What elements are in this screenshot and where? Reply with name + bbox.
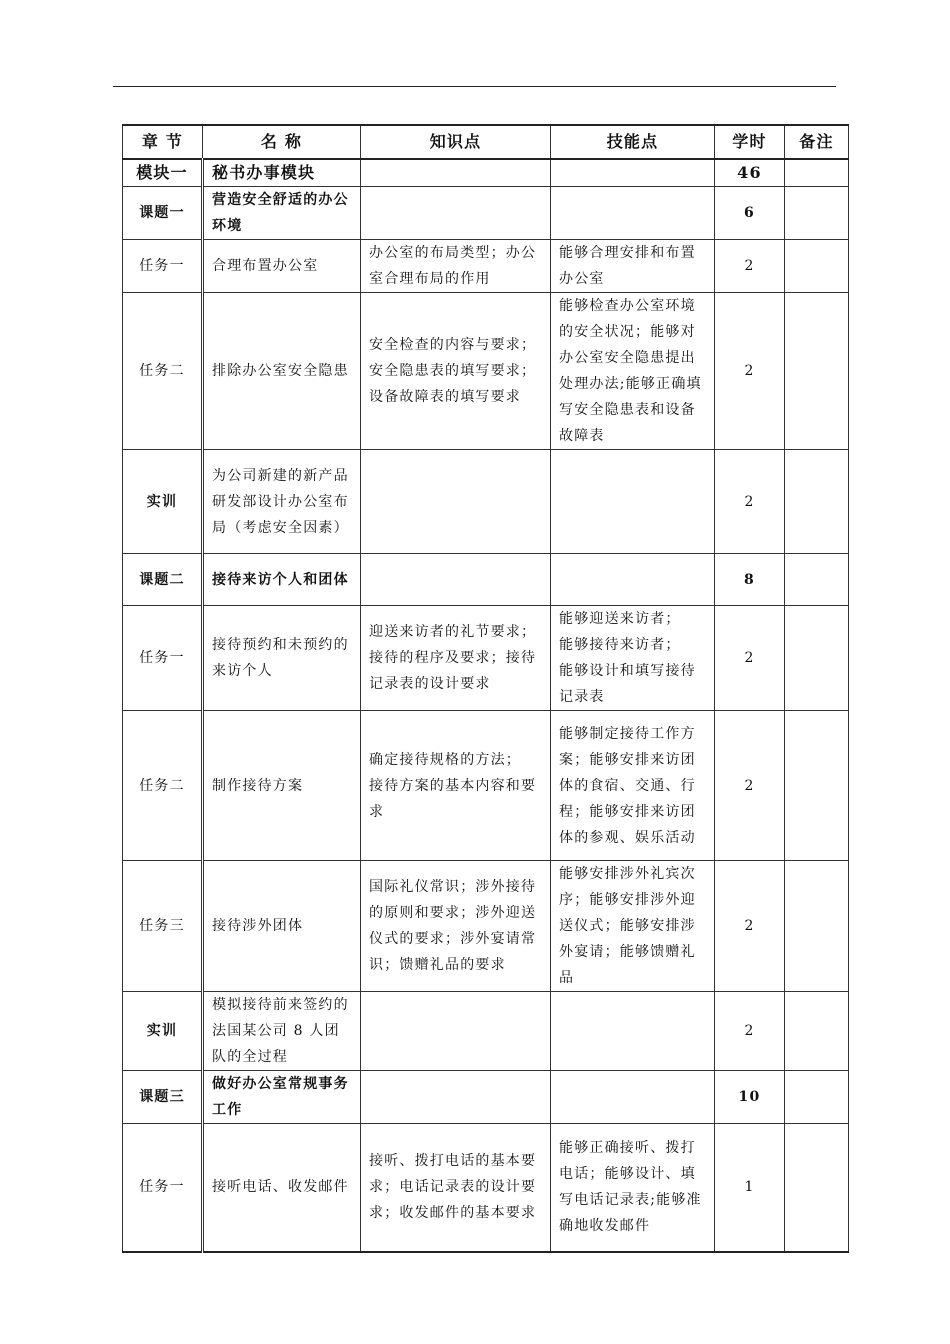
knowledge-cell: [361, 187, 551, 240]
table-header-row: [123, 125, 849, 159]
hours-cell: 2: [715, 861, 785, 992]
skills-cell: [551, 450, 715, 554]
table-row-task: [123, 293, 849, 450]
knowledge-cell: [361, 992, 551, 1071]
chapter-cell: 课题三: [123, 1071, 203, 1124]
name-cell: 接待预约和未预约的来访个人: [203, 606, 361, 711]
knowledge-cell: 接听、拨打电话的基本要求；电话记录表的设计要求；收发邮件的基本要求: [361, 1124, 551, 1252]
table-row-practice: [123, 450, 849, 554]
knowledge-cell: 办公室的布局类型；办公室合理布局的作用: [361, 240, 551, 293]
chapter-cell: 课题一: [123, 187, 203, 240]
chapter-cell: 任务一: [123, 240, 203, 293]
name-cell: 做好办公室常规事务工作: [203, 1071, 361, 1124]
chapter-cell: 任务二: [123, 293, 203, 450]
knowledge-cell: 迎送来访者的礼节要求；接待的程序及要求；接待记录表的设计要求: [361, 606, 551, 711]
remarks-cell: [785, 1071, 849, 1124]
name-cell: 模拟接待前来签约的法国某公司 8 人团队的全过程: [203, 992, 361, 1071]
table-row-topic: [123, 187, 849, 240]
name-cell: 为公司新建的新产品研发部设计办公室布局（考虑安全因素）: [203, 450, 361, 554]
hours-cell: 2: [715, 450, 785, 554]
header-name: 名 称: [203, 125, 361, 159]
hours-cell: 46: [715, 159, 785, 187]
skills-cell: 能够正确接听、拨打电话；能够设计、填写电话记录表;能够准确地收发邮件: [551, 1124, 715, 1252]
name-cell: 接待涉外团体: [203, 861, 361, 992]
knowledge-cell: 确定接待规格的方法； 接待方案的基本内容和要求: [361, 711, 551, 861]
hours-cell: 8: [715, 554, 785, 606]
name-cell: 秘书办事模块: [203, 159, 361, 187]
skills-cell: 能够合理安排和布置办公室: [551, 240, 715, 293]
header-remarks: 备注: [785, 125, 849, 159]
skills-cell: [551, 1071, 715, 1124]
table-row-task: [123, 711, 849, 861]
knowledge-cell: [361, 554, 551, 606]
skills-cell: [551, 187, 715, 240]
chapter-cell: 课题二: [123, 554, 203, 606]
skills-cell: [551, 554, 715, 606]
chapter-cell: 任务一: [123, 606, 203, 711]
remarks-cell: [785, 554, 849, 606]
table-row-practice: [123, 992, 849, 1071]
table-row-task: [123, 1124, 849, 1252]
skills-cell: [551, 159, 715, 187]
table-row-module: [123, 159, 849, 187]
hours-cell: 2: [715, 293, 785, 450]
skills-cell: [551, 992, 715, 1071]
knowledge-cell: 安全检查的内容与要求； 安全隐患表的填写要求； 设备故障表的填写要求: [361, 293, 551, 450]
knowledge-cell: 国际礼仪常识；涉外接待的原则和要求；涉外迎送仪式的要求；涉外宴请常识；馈赠礼品的要求: [361, 861, 551, 992]
table-row-task: [123, 606, 849, 711]
chapter-cell: 实训: [123, 992, 203, 1071]
remarks-cell: [785, 992, 849, 1071]
name-cell: 制作接待方案: [203, 711, 361, 861]
table-row-task: [123, 240, 849, 293]
hours-cell: 6: [715, 187, 785, 240]
header-skills: 技能点: [551, 125, 715, 159]
chapter-cell: 实训: [123, 450, 203, 554]
remarks-cell: [785, 606, 849, 711]
remarks-cell: [785, 159, 849, 187]
remarks-cell: [785, 861, 849, 992]
hours-cell: 1: [715, 1124, 785, 1252]
skills-cell: 能够制定接待工作方案；能够安排来访团体的食宿、交通、行程；能够安排来访团体的参观、娱乐活动: [551, 711, 715, 861]
name-cell: 接听电话、收发邮件: [203, 1124, 361, 1252]
hours-cell: 2: [715, 992, 785, 1071]
hours-cell: 2: [715, 711, 785, 861]
chapter-cell: 任务一: [123, 1124, 203, 1252]
name-cell: 接待来访个人和团体: [203, 554, 361, 606]
skills-cell: 能够迎送来访者； 能够接待来访者； 能够设计和填写接待记录表: [551, 606, 715, 711]
remarks-cell: [785, 711, 849, 861]
remarks-cell: [785, 240, 849, 293]
table-row-topic: [123, 554, 849, 606]
header-rule: [113, 86, 836, 87]
skills-cell: 能够检查办公室环境的安全状况；能够对办公室安全隐患提出处理办法;能够正确填写安全隐患表和设备故障表: [551, 293, 715, 450]
hours-cell: 2: [715, 606, 785, 711]
table-row-task: [123, 861, 849, 992]
name-cell: 排除办公室安全隐患: [203, 293, 361, 450]
knowledge-cell: [361, 159, 551, 187]
knowledge-cell: [361, 450, 551, 554]
name-cell: 合理布置办公室: [203, 240, 361, 293]
knowledge-cell: [361, 1071, 551, 1124]
header-knowledge: 知识点: [361, 125, 551, 159]
syllabus-table: [122, 124, 849, 1253]
name-cell: 营造安全舒适的办公环境: [203, 187, 361, 240]
hours-cell: 2: [715, 240, 785, 293]
table-row-topic: [123, 1071, 849, 1124]
chapter-cell: 任务二: [123, 711, 203, 861]
remarks-cell: [785, 187, 849, 240]
hours-cell: 10: [715, 1071, 785, 1124]
skills-cell: 能够安排涉外礼宾次序；能够安排涉外迎送仪式；能够安排涉外宴请；能够馈赠礼品: [551, 861, 715, 992]
remarks-cell: [785, 293, 849, 450]
chapter-cell: 模块一: [123, 159, 203, 187]
chapter-cell: 任务三: [123, 861, 203, 992]
remarks-cell: [785, 450, 849, 554]
header-chapter: 章 节: [123, 125, 203, 159]
header-hours: 学时: [715, 125, 785, 159]
remarks-cell: [785, 1124, 849, 1252]
